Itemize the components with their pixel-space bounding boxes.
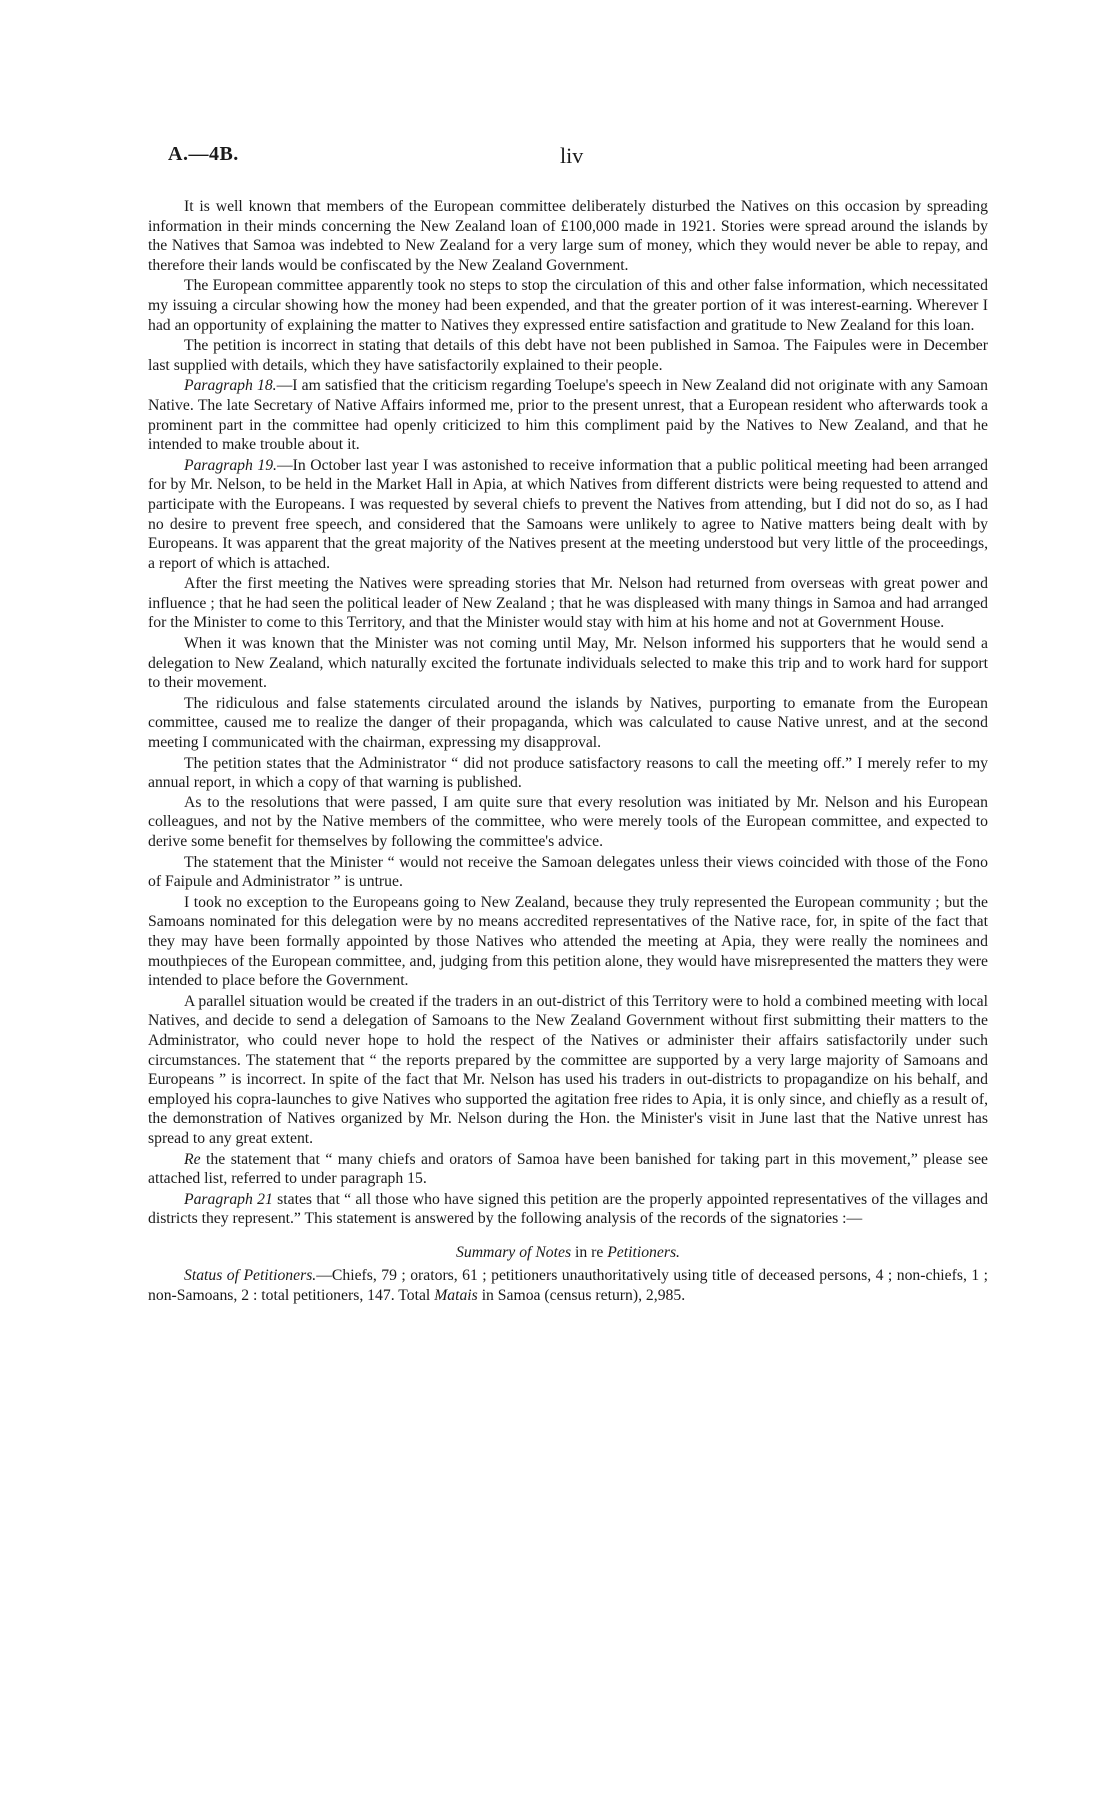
paragraph: The petition is incorrect in stating that details of this debt have not been published in Samoa. The Faipules were in December last supplied with details, which they have satisfactorily explained to their people.	[148, 337, 988, 374]
summary-heading: Summary of Notes in re Petitioners.	[456, 1243, 680, 1261]
paragraph: A parallel situation would be created if the traders in an out-district of this Territory were to hold a combined meeting with local Natives, and decide to send a delegation of Samoans to the New Zealand Government without first submitting their matters to the Administrator, who could never hope to hold the respect of the Natives or administer their affairs satisfactorily under such circumstances. The statement that “ the reports prepared by the committee are supported by a very large majority of Samoans and Europeans ” is incorrect. In spite of the fact that Mr. Nelson has used his traders in out-districts to propagandize on his behalf, and employed his copra-launches to give Natives who supported the agitation free rides to Apia, it is only since, and chiefly as a result of, the demonstration of Natives organized by Mr. Nelson during the Hon. the Minister's visit in June last that the Native unrest has spread to any great extent.	[148, 992, 988, 1147]
paragraph: Paragraph 21 states that “ all those who have signed this petition are the properly appointed representatives of the villages and districts they represent.” This statement is answered by the following analysis of the records of the signatories :—	[148, 1190, 989, 1228]
paragraph: It is well known that members of the European committee deliberately disturbed the Natives on this occasion by spreading information in their minds concerning the New Zealand loan of £100,000 made in 1921. Stories were spread around the islands by the Natives that Samoa was indebted to New Zealand for a very large sum of money, which they would never be able to repay, and therefore their lands would be confiscated by the New Zealand Government.	[148, 198, 988, 274]
summary-status-paragraph: Status of Petitioners.—Chiefs, 79 ; orators, 61 ; petitioners unauthoritatively using title of deceased persons, 4 ; non-chiefs, 1 ; non-Samoans, 2 : total petitioners, 147. Total Matais in Samoa (census return), 2,985.	[148, 1267, 988, 1305]
paragraph: Re the statement that “ many chiefs and orators of Samoa have been banished for taking part in this movement,” please see attached list, referred to under paragraph 15.	[148, 1150, 988, 1188]
paragraph: The petition states that the Administrator “ did not produce satisfactory reasons to call the meeting off.” I merely refer to my annual report, in which a copy of that warning is published.	[148, 754, 988, 792]
paragraph: As to the resolutions that were passed, I am quite sure that every resolution was initiated by Mr. Nelson and his European colleagues, and not by the Native members of the committee, who were merely tools of the European committee, and expected to derive some benefit for themselves by following the committee's advice.	[148, 793, 988, 850]
paragraph: The ridiculous and false statements circulated around the islands by Natives, purporting to emanate from the European committee, caused me to realize the danger of their propaganda, which was calculated to cause Native unrest, and at the second meeting I communicated with the chairman, expressing my disapproval.	[148, 694, 988, 752]
paragraph: When it was known that the Minister was not coming until May, Mr. Nelson informed his supporters that he would send a delegation to New Zealand, which naturally excited the fortunate individuals selected to make this trip and to work hard for support to their movement.	[148, 635, 988, 692]
paragraph-lead: Paragraph 18.	[184, 377, 277, 395]
paragraph: The European committee apparently took no steps to stop the circulation of this and other false information, which necessitated my issuing a circular showing how the money had been expended, and that the greater portion of it was interest-earning. Wherever I had an opportunity of explaining the matter to Natives they expressed entire satisfaction and gratitude to New Zealand for this loan.	[148, 277, 988, 334]
paragraph-lead: Paragraph 19.	[184, 456, 277, 474]
page-header	[168, 143, 988, 173]
paragraph: The statement that the Minister “ would not receive the Samoan delegates unless their views coincided with those of the Fono of Faipule and Administrator ” is untrue.	[148, 853, 988, 891]
paragraph: I took no exception to the Europeans going to New Zealand, because they truly represented the European community ; but the Samoans nominated for this delegation were by no means accredited representatives of the Native race, for, in spite of the fact that they may have been formally appointed by those Natives who attended the meeting at Apia, they were really the nominees and mouthpieces of the European committee, and, judging from this petition alone, they would have misrepresented the matters they were intended to place before the Government.	[148, 893, 988, 990]
body-text	[148, 197, 988, 1306]
paragraph: After the first meeting the Natives were spreading stories that Mr. Nelson had returned from overseas with great power and influence ; that he had seen the political leader of New Zealand ; that he was displeased with many things in Samoa and had arranged for the Minister to come to this Territory, and that the Minister would stay with him at his home and not at Government House.	[148, 575, 988, 632]
paragraph-lead: Paragraph 21	[184, 1190, 273, 1208]
paragraph-lead: Re	[184, 1150, 201, 1168]
document-reference: A.—4B.	[168, 143, 239, 165]
page-number: liv	[560, 143, 584, 168]
paragraph: Paragraph 18.—I am satisfied that the criticism regarding Toelupe's speech in New Zealand did not originate with any Samoan Native. The late Secretary of Native Affairs informed me, prior to the present unrest, that a European resident who afterwards took a prominent part in the committee had openly criticized to him this compliment paid by the Natives to New Zealand, and that he intended to make trouble about it.	[148, 377, 988, 454]
paragraph-lead: Status of Petitioners.	[184, 1267, 317, 1285]
paragraph: Paragraph 19.—In October last year I was astonished to receive information that a public political meeting had been arranged for by Mr. Nelson, to be held in the Market Hall in Apia, at which Natives from different districts were being requested to attend and participate with the Europeans. I was requested by several chiefs to prevent the Natives from attending, but I did not do so, as I had no desire to prevent free speech, and considered that the Samoans were unlikely to agree to Native matters being dealt with by Europeans. It was apparent that the great majority of the Natives present at the meeting understood but very little of the proceedings, a report of which is attached.	[148, 456, 988, 572]
